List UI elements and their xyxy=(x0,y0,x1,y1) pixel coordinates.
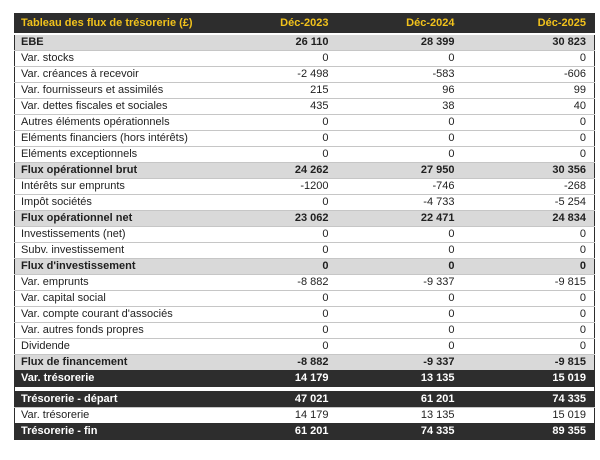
cell-value: 38 xyxy=(442,100,455,112)
cell-value: 13 135 xyxy=(420,409,455,421)
cell-value: 14 179 xyxy=(294,372,329,384)
table-row xyxy=(15,226,595,242)
table-row xyxy=(15,130,595,146)
table-body xyxy=(15,34,595,439)
cell-value: 40 xyxy=(573,100,586,112)
row-label: Flux opérationnel brut xyxy=(21,164,138,176)
cell-value: -9 337 xyxy=(423,356,455,368)
table-row xyxy=(15,290,595,306)
table-row xyxy=(15,354,595,370)
row-label: Trésorerie - fin xyxy=(21,425,98,437)
table-row xyxy=(15,210,595,226)
column-header-dec-2023: Déc-2023 xyxy=(255,13,331,34)
cell-value: 0 xyxy=(322,116,329,128)
cell-value: 0 xyxy=(579,308,586,320)
table-row xyxy=(15,34,595,50)
cell-value: -2 498 xyxy=(297,68,329,80)
table-row xyxy=(15,258,595,274)
cell-value: 0 xyxy=(448,260,455,272)
cell-value: 0 xyxy=(322,132,329,144)
cell-value: 0 xyxy=(448,148,455,160)
cell-value: 0 xyxy=(322,52,329,64)
cell-value: -8 882 xyxy=(297,356,329,368)
row-label: Flux d'investissement xyxy=(21,260,136,272)
cell-value: 0 xyxy=(448,228,455,240)
table-row xyxy=(15,407,595,423)
cell-value: 0 xyxy=(448,116,455,128)
table-row xyxy=(15,338,595,354)
cell-value: 0 xyxy=(579,52,586,64)
table-title: Tableau des flux de trésorerie (£) xyxy=(15,13,255,34)
cell-value: 0 xyxy=(322,324,329,336)
cell-value: 30 356 xyxy=(552,164,586,176)
cell-value: 13 135 xyxy=(420,372,455,384)
table-row xyxy=(15,146,595,162)
table-row xyxy=(15,66,595,82)
cell-value: 74 335 xyxy=(420,425,455,437)
cell-value: 0 xyxy=(579,228,586,240)
table-header-row xyxy=(15,13,595,34)
cell-value: 96 xyxy=(442,84,455,96)
cell-value: 0 xyxy=(322,196,329,208)
row-label: Var. fournisseurs et assimilés xyxy=(21,84,164,96)
table-row xyxy=(15,370,595,386)
cell-value: -8 882 xyxy=(297,276,329,288)
row-label: Intérêts sur emprunts xyxy=(21,180,125,192)
cell-value: 215 xyxy=(310,84,329,96)
cell-value: 0 xyxy=(579,260,586,272)
cell-value: 0 xyxy=(322,292,329,304)
table-row xyxy=(15,391,595,407)
row-label: Trésorerie - départ xyxy=(21,393,118,405)
row-label: Var. créances à recevoir xyxy=(21,68,139,80)
cell-value: -606 xyxy=(563,68,586,80)
cell-value: 15 019 xyxy=(552,409,586,421)
table-row xyxy=(15,306,595,322)
table-row xyxy=(15,322,595,338)
row-label: Dividende xyxy=(21,340,70,352)
cell-value: -746 xyxy=(432,180,455,192)
cell-value: 89 355 xyxy=(552,425,586,437)
table-row xyxy=(15,98,595,114)
cell-value: 0 xyxy=(579,132,586,144)
cell-value: 0 xyxy=(579,116,586,128)
table-row xyxy=(15,82,595,98)
cell-value: 61 201 xyxy=(294,425,329,437)
cell-value: 47 021 xyxy=(294,393,329,405)
row-label: Var. compte courant d'associés xyxy=(21,308,173,320)
table-row xyxy=(15,274,595,290)
cell-value: -9 815 xyxy=(554,356,586,368)
row-label: Var. trésorerie xyxy=(21,409,90,421)
cell-value: -9 337 xyxy=(423,276,455,288)
cell-value: 0 xyxy=(448,52,455,64)
cell-value: 0 xyxy=(579,244,586,256)
row-label: Var. emprunts xyxy=(21,276,89,288)
cell-value: 0 xyxy=(448,324,455,336)
cell-value: 0 xyxy=(579,292,586,304)
cell-value: 0 xyxy=(448,340,455,352)
table-row xyxy=(15,178,595,194)
row-label: Var. capital social xyxy=(21,292,106,304)
row-label: Eléments financiers (hors intérêts) xyxy=(21,132,188,144)
row-label: Var. dettes fiscales et sociales xyxy=(21,100,168,112)
row-label: Var. trésorerie xyxy=(21,372,95,384)
row-label: Investissements (net) xyxy=(21,228,126,240)
cell-value: -5 254 xyxy=(554,196,586,208)
cell-value: 0 xyxy=(448,244,455,256)
cell-value: 0 xyxy=(322,148,329,160)
cashflow-table xyxy=(14,13,595,440)
table-row xyxy=(15,114,595,130)
cell-value: 24 834 xyxy=(552,212,586,224)
cell-value: 0 xyxy=(579,324,586,336)
row-label: EBE xyxy=(21,36,44,49)
cell-value: 0 xyxy=(322,340,329,352)
cell-value: 30 823 xyxy=(552,36,586,49)
row-label: Impôt sociétés xyxy=(21,196,92,208)
cell-value: 22 471 xyxy=(420,212,455,224)
cell-value: 99 xyxy=(573,84,586,96)
cell-value: 435 xyxy=(310,100,329,112)
cell-value: 0 xyxy=(322,260,329,272)
table-row xyxy=(15,242,595,258)
cell-value: 27 950 xyxy=(420,164,455,176)
cell-value: 23 062 xyxy=(294,212,329,224)
column-header-dec-2024: Déc-2024 xyxy=(331,13,457,34)
cell-value: 0 xyxy=(448,132,455,144)
cell-value: 0 xyxy=(448,308,455,320)
row-label: Autres éléments opérationnels xyxy=(21,116,170,128)
table-row xyxy=(15,162,595,178)
cell-value: 14 179 xyxy=(294,409,329,421)
table-row xyxy=(15,194,595,210)
table-row xyxy=(15,423,595,439)
cell-value: 61 201 xyxy=(420,393,455,405)
cell-value: -4 733 xyxy=(423,196,455,208)
cell-value: 0 xyxy=(322,228,329,240)
row-label: Flux de financement xyxy=(21,356,128,368)
cell-value: -1200 xyxy=(300,180,329,192)
cell-value: 0 xyxy=(322,244,329,256)
cell-value: 74 335 xyxy=(552,393,586,405)
cell-value: 0 xyxy=(448,292,455,304)
cell-value: 0 xyxy=(322,308,329,320)
cell-value: 15 019 xyxy=(552,372,586,384)
cell-value: 0 xyxy=(579,148,586,160)
row-label: Eléments exceptionnels xyxy=(21,148,138,160)
cell-value: 0 xyxy=(579,340,586,352)
cell-value: 24 262 xyxy=(294,164,329,176)
row-label: Var. autres fonds propres xyxy=(21,324,144,336)
cell-value: -268 xyxy=(563,180,586,192)
cell-value: -583 xyxy=(432,68,455,80)
cell-value: -9 815 xyxy=(554,276,586,288)
row-label: Subv. investissement xyxy=(21,244,125,256)
row-label: Var. stocks xyxy=(21,52,74,64)
table-row xyxy=(15,50,595,66)
cell-value: 26 110 xyxy=(295,36,329,49)
row-label: Flux opérationnel net xyxy=(21,212,133,224)
column-header-dec-2025: Déc-2025 xyxy=(457,13,595,34)
cell-value: 28 399 xyxy=(420,36,455,49)
